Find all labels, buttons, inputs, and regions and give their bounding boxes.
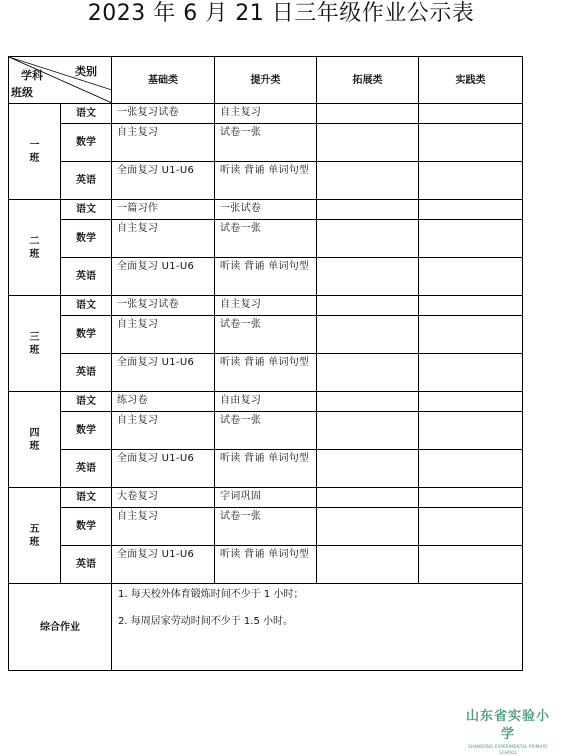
column-header-practice: 实践类	[419, 57, 523, 104]
basic-homework-cell: 大卷复习	[112, 488, 215, 508]
advanced-homework-cell: 自主复习	[215, 104, 317, 124]
homework-table	[8, 56, 523, 671]
practice-homework-cell	[419, 546, 523, 584]
table-row	[9, 450, 523, 488]
practice-homework-cell	[419, 316, 523, 354]
practice-homework-cell	[419, 124, 523, 162]
corner-class-label: 班级	[11, 86, 33, 99]
subject-cell: 英语	[61, 258, 112, 296]
practice-homework-cell	[419, 508, 523, 546]
extension-homework-cell	[317, 200, 419, 220]
practice-homework-cell	[419, 258, 523, 296]
column-header-basic: 基础类	[112, 57, 215, 104]
class-name-cell: 五 班	[9, 488, 61, 584]
extension-homework-cell	[317, 508, 419, 546]
practice-homework-cell	[419, 200, 523, 220]
corner-subject-label: 学科	[21, 69, 43, 82]
advanced-homework-cell: 听读 背诵 单词句型	[215, 450, 317, 488]
table-row	[9, 200, 523, 220]
header-row	[9, 57, 523, 104]
practice-homework-cell	[419, 162, 523, 200]
advanced-homework-cell: 试卷一张	[215, 220, 317, 258]
note-item: 2. 每周居家劳动时间不少于 1.5 小时。	[118, 616, 293, 627]
extension-homework-cell	[317, 124, 419, 162]
advanced-homework-cell: 自由复习	[215, 392, 317, 412]
advanced-homework-cell: 试卷一张	[215, 508, 317, 546]
practice-homework-cell	[419, 354, 523, 392]
practice-homework-cell	[419, 412, 523, 450]
basic-homework-cell: 自主复习	[112, 220, 215, 258]
extension-homework-cell	[317, 258, 419, 296]
table-row	[9, 508, 523, 546]
school-logo	[460, 708, 556, 755]
extension-homework-cell	[317, 354, 419, 392]
school-logo-english: SHANDONG EXPERIMENTAL PRIMARY SCHOOL	[468, 744, 548, 755]
practice-homework-cell	[419, 220, 523, 258]
class-name-cell: 四 班	[9, 392, 61, 488]
basic-homework-cell: 自主复习	[112, 316, 215, 354]
advanced-homework-cell: 字词巩固	[215, 488, 317, 508]
subject-cell: 英语	[61, 354, 112, 392]
basic-homework-cell: 自主复习	[112, 124, 215, 162]
note-item: 1. 每天校外体育锻炼时间不少于 1 小时；	[118, 589, 304, 600]
class-name-cell: 一 班	[9, 104, 61, 200]
column-header-advanced: 提升类	[215, 57, 317, 104]
practice-homework-cell	[419, 296, 523, 316]
class-name-cell: 三 班	[9, 296, 61, 392]
basic-homework-cell: 全面复习 U1-U6	[112, 546, 215, 584]
basic-homework-cell: 一张复习试卷	[112, 296, 215, 316]
advanced-homework-cell: 听读 背诵 单词句型	[215, 162, 317, 200]
page-title: 2023 年 6 月 21 日三年级作业公示表	[87, 1, 475, 26]
extension-homework-cell	[317, 392, 419, 412]
subject-cell: 数学	[61, 124, 112, 162]
subject-cell: 语文	[61, 104, 112, 124]
subject-cell: 数学	[61, 508, 112, 546]
comprehensive-homework-label: 综合作业	[9, 584, 112, 671]
practice-homework-cell	[419, 392, 523, 412]
basic-homework-cell: 全面复习 U1-U6	[112, 450, 215, 488]
table-row	[9, 354, 523, 392]
subject-cell: 英语	[61, 546, 112, 584]
basic-homework-cell: 练习卷	[112, 392, 215, 412]
table-row	[9, 412, 523, 450]
table-row	[9, 124, 523, 162]
basic-homework-cell: 一篇习作	[112, 200, 215, 220]
extension-homework-cell	[317, 488, 419, 508]
corner-cell	[9, 57, 112, 104]
advanced-homework-cell: 试卷一张	[215, 124, 317, 162]
practice-homework-cell	[419, 488, 523, 508]
subject-cell: 语文	[61, 296, 112, 316]
extension-homework-cell	[317, 316, 419, 354]
practice-homework-cell	[419, 104, 523, 124]
subject-cell: 数学	[61, 316, 112, 354]
subject-cell: 语文	[61, 488, 112, 508]
footer-row	[9, 584, 523, 671]
corner-category-label: 类别	[75, 65, 97, 78]
comprehensive-homework-notes	[112, 584, 523, 671]
school-logo-name: 山东省实验小学	[465, 709, 550, 742]
extension-homework-cell	[317, 104, 419, 124]
column-header-extension: 拓展类	[317, 57, 419, 104]
practice-homework-cell	[419, 450, 523, 488]
advanced-homework-cell: 一张试卷	[215, 200, 317, 220]
basic-homework-cell: 自主复习	[112, 508, 215, 546]
advanced-homework-cell: 听读 背诵 单词句型	[215, 546, 317, 584]
table-row	[9, 220, 523, 258]
subject-cell: 英语	[61, 162, 112, 200]
extension-homework-cell	[317, 450, 419, 488]
advanced-homework-cell: 听读 背诵 单词句型	[215, 258, 317, 296]
subject-cell: 语文	[61, 392, 112, 412]
table-row	[9, 258, 523, 296]
subject-cell: 数学	[61, 412, 112, 450]
basic-homework-cell: 全面复习 U1-U6	[112, 162, 215, 200]
advanced-homework-cell: 自主复习	[215, 296, 317, 316]
extension-homework-cell	[317, 296, 419, 316]
table-row	[9, 546, 523, 584]
table-row	[9, 488, 523, 508]
basic-homework-cell: 自主复习	[112, 412, 215, 450]
advanced-homework-cell: 试卷一张	[215, 316, 317, 354]
table-row	[9, 296, 523, 316]
advanced-homework-cell: 试卷一张	[215, 412, 317, 450]
basic-homework-cell: 全面复习 U1-U6	[112, 354, 215, 392]
table-row	[9, 392, 523, 412]
class-name-cell: 二 班	[9, 200, 61, 296]
subject-cell: 语文	[61, 200, 112, 220]
basic-homework-cell: 一张复习试卷	[112, 104, 215, 124]
extension-homework-cell	[317, 412, 419, 450]
basic-homework-cell: 全面复习 U1-U6	[112, 258, 215, 296]
extension-homework-cell	[317, 220, 419, 258]
table-row	[9, 104, 523, 124]
advanced-homework-cell: 听读 背诵 单词句型	[215, 354, 317, 392]
extension-homework-cell	[317, 162, 419, 200]
table-row	[9, 316, 523, 354]
subject-cell: 数学	[61, 220, 112, 258]
extension-homework-cell	[317, 546, 419, 584]
table-row	[9, 162, 523, 200]
subject-cell: 英语	[61, 450, 112, 488]
